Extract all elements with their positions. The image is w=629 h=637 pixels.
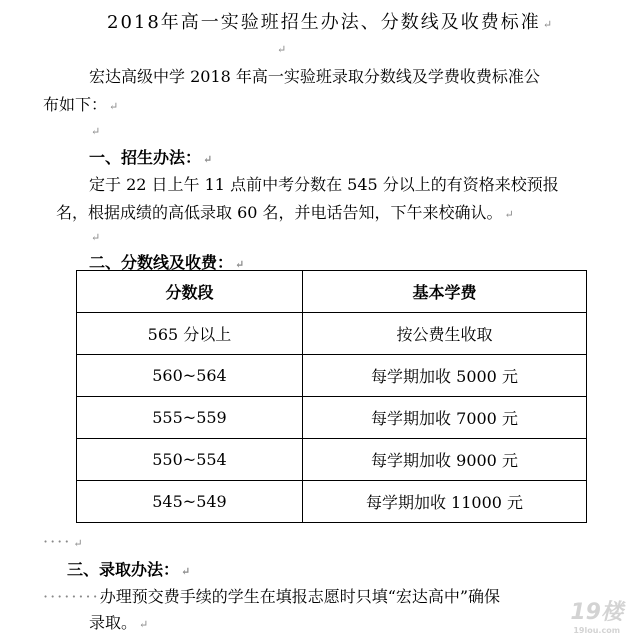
score-cell: 550~554 (77, 439, 303, 481)
table-row (77, 439, 587, 481)
empty-paragraph: ↵ (277, 43, 287, 56)
section3-heading: 三、录取办法： ↵ (67, 560, 191, 579)
section1-line-1: 定于 22 日上午 11 点前中考分数在 545 分以上的有资格来校预报 (89, 175, 559, 194)
table-row (77, 313, 587, 355)
empty-paragraph: ···· ↵ (43, 532, 83, 551)
score-cell: 545~549 (77, 481, 303, 523)
empty-paragraph: ↵ (91, 125, 101, 138)
score-cell: 555~559 (77, 397, 303, 439)
section2-heading: 二、分数线及收费： ↵ (89, 253, 245, 272)
header-score-range: 分数段 (77, 271, 303, 313)
table-row (77, 355, 587, 397)
header-tuition: 基本学费 (303, 271, 587, 313)
intro-line-2: 布如下： ↵ (43, 95, 119, 114)
section1-line-2: 名，根据成绩的高低录取 60 名，并电话告知，下午来校确认。 ↵ (56, 203, 514, 222)
fee-cell: 按公费生收取 (303, 313, 587, 355)
fee-table (76, 270, 587, 523)
section3-line-1: ········办理预交费手续的学生在填报志愿时只填“宏达高中”确保 (43, 587, 501, 606)
fee-cell: 每学期加收 11000 元 (303, 481, 587, 523)
watermark-logo: 19楼 19lou.com (570, 600, 623, 635)
table-row (77, 397, 587, 439)
score-cell: 565 分以上 (77, 313, 303, 355)
section1-heading: 一、招生办法： ↵ (89, 148, 213, 167)
document-title: 2018年高一实验班招生办法、分数线及收费标准 ↵ (107, 12, 555, 33)
intro-line-1: 宏达高级中学 2018 年高一实验班录取分数线及学费收费标准公 (89, 67, 540, 86)
empty-paragraph: ↵ (91, 231, 101, 244)
table-header-row (77, 271, 587, 313)
section3-line-2: 录取。 ↵ (89, 613, 149, 632)
fee-cell: 每学期加收 9000 元 (303, 439, 587, 481)
table-row (77, 481, 587, 523)
fee-cell: 每学期加收 5000 元 (303, 355, 587, 397)
fee-cell: 每学期加收 7000 元 (303, 397, 587, 439)
score-cell: 560~564 (77, 355, 303, 397)
